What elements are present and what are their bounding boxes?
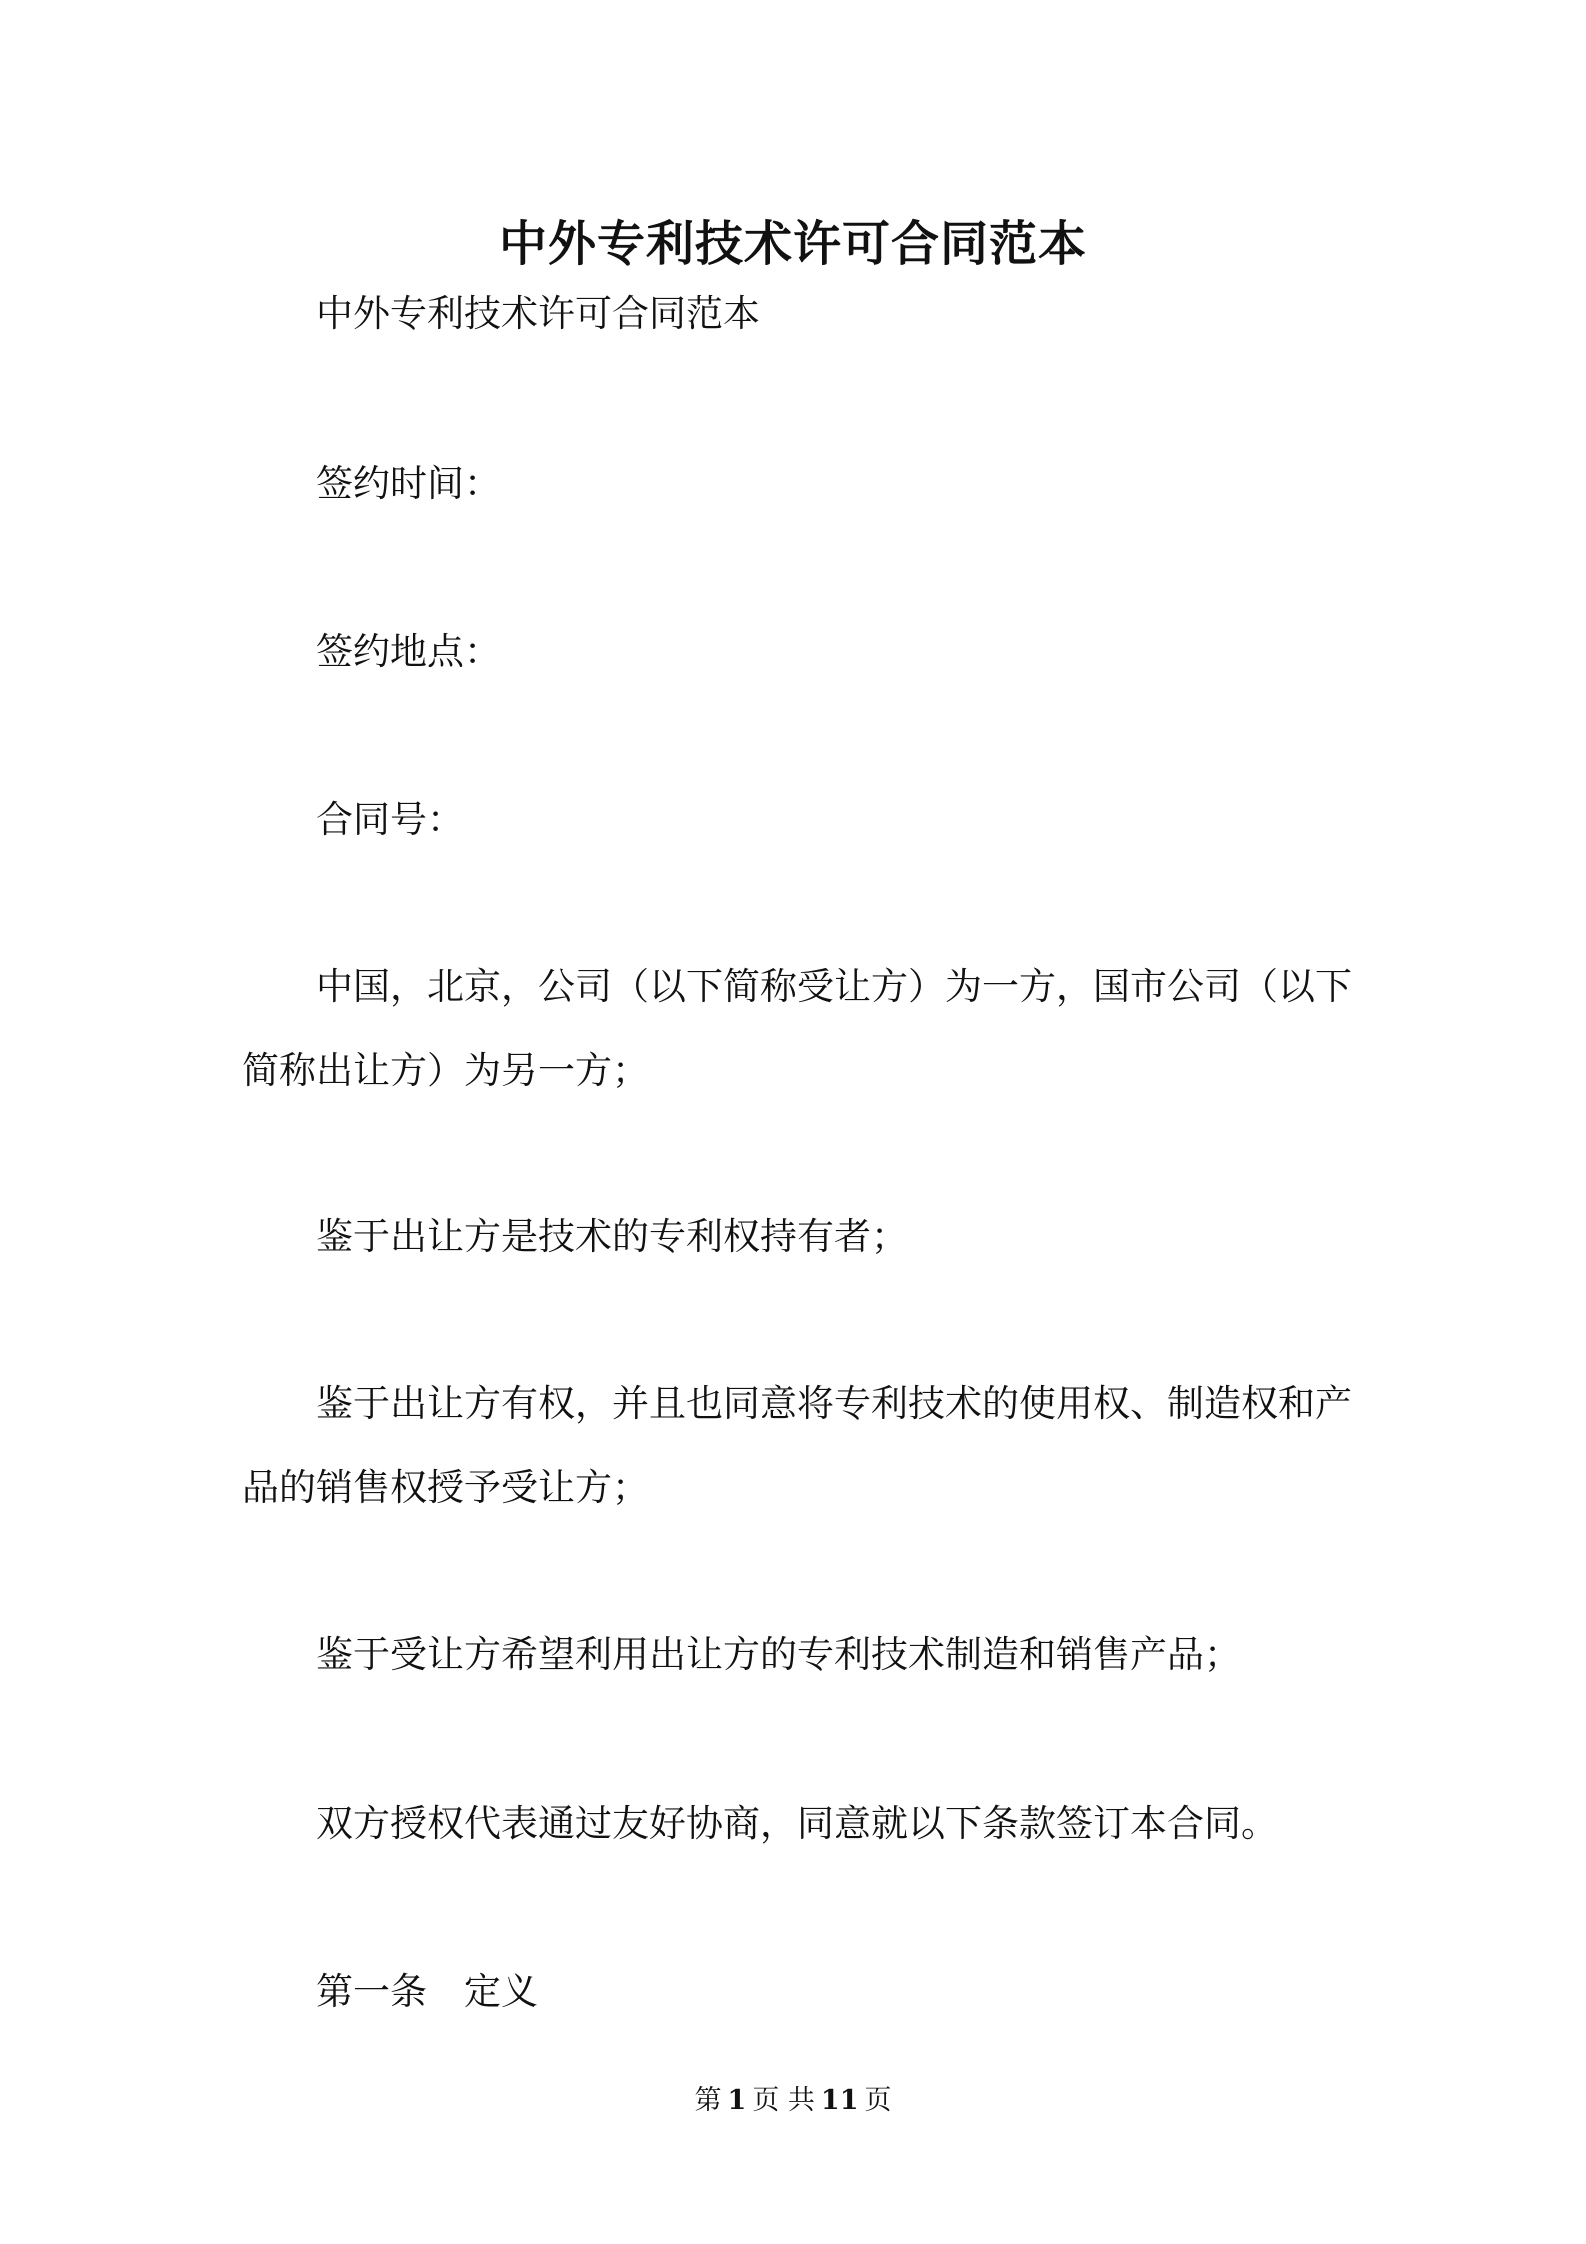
footer-prefix: 第 — [694, 2085, 722, 2116]
contract-number-paragraph: 合同号： — [316, 798, 464, 841]
signing-place-paragraph: 签约地点： — [316, 630, 501, 673]
subtitle-paragraph: 中外专利技术许可合同范本 — [316, 292, 760, 335]
recital-paragraph-3: 鉴于受让方希望利用出让方的专利技术制造和销售产品； — [316, 1633, 1241, 1676]
page-footer — [0, 2078, 1586, 2117]
parties-paragraph: 中国，北京，公司（以下简称受让方）为一方，国市公司（以下简称出让方）为另一方； — [242, 965, 1352, 1092]
recital-paragraph-1: 鉴于出让方是技术的专利权持有者； — [316, 1215, 908, 1258]
document-title: 中外专利技术许可合同范本 — [498, 216, 1087, 272]
recital-paragraph-2: 鉴于出让方有权，并且也同意将专利技术的使用权、制造权和产品的销售权授予受让方； — [242, 1382, 1352, 1509]
footer-total-pages: 11 — [820, 2085, 859, 2116]
footer-current-page: 1 — [727, 2085, 747, 2116]
agreement-paragraph: 双方授权代表通过友好协商，同意就以下条款签订本合同。 — [316, 1802, 1278, 1845]
footer-suffix: 页 — [864, 2085, 892, 2116]
article-one-heading: 第一条 定义 — [316, 1970, 538, 2013]
footer-middle: 页 共 — [752, 2085, 815, 2116]
signing-time-paragraph: 签约时间： — [316, 462, 501, 505]
